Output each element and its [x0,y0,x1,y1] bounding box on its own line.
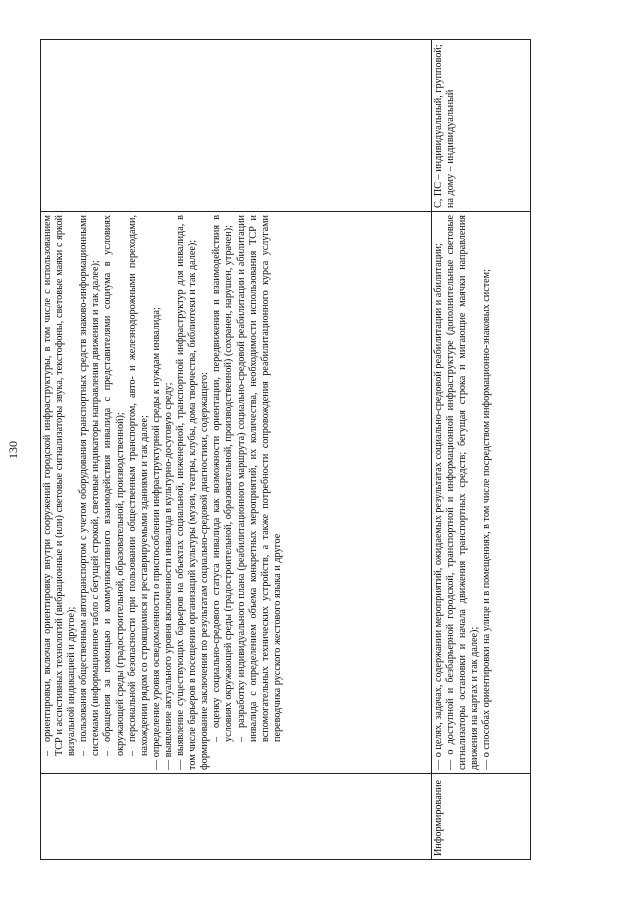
dash-marker: – [102,750,114,756]
content-cell [432,212,531,774]
section-cell: Информирование [432,774,531,860]
list-item [211,215,235,770]
list-item: — о доступной и безбарьерной городской, транспортной и информационной инфраструктуре (дополнительные световые сигнализаторы остановки и начала движения транспортных средств; бегущая строка и мигающие маячки направления движения на картах и так далее); [445,215,481,770]
list-item [236,215,284,770]
list-item [42,215,78,770]
list-item [102,215,126,770]
list-item-text: пользования общественным автотранспортом с учетом оборудования транспортных средств знаково-информационными системами (информационное табло с бегущей строкой, световые индикаторы направления движения и так далее); [78,215,102,756]
list-item: — выявление актуального уровня включенности инвалида в культурно-досуговую среду; [162,382,174,770]
forms-cell: С, ПС – индивидуальный, групповой; на дому – индивидуальный [432,40,531,212]
list-item-text: оценку социально-средового статуса инвалида как возможности ориентации, передвижения и взаимодействия в условиях окружающей среды (градостроительной, образовательной, производственной) (сохранен, нарушен, утрачен); [211,215,235,742]
dash-marker: – [235,736,247,742]
list-item: — о целях, задачах, содержании мероприятий, ожидаемых результатах социально-средовой реабилитации и абилитации; [433,243,444,770]
list-b [151,215,211,770]
list-item: — выявление существующих барьеров на объектах социальной, инженерной, транспортной инфраструктур для инвалида, в том числе барьеров в посещении организаций культуры (музеи, театры, клубы, дома творчества, библиотеки и так далее); [175,215,199,770]
services-table [40,39,531,860]
list-item-text: персональной безопасности при пользовании общественным транспортом, авто- и железнодорожными переходами, нахождении рядом со строящимися и реставрируемыми зданиями и так далее; [126,215,150,756]
list-c [211,215,284,770]
forms-cell [41,40,432,212]
list-item: — определение уровня осведомленности о приспособлении инфраструктурной среды к нуждам инвалида; [150,307,162,770]
list-item [127,215,151,770]
content-cell [41,212,432,774]
list-item-text: ориентировки, включая ориентировку внутри сооружений городской инфраструктуры, в том числе с использованием ТСР и ассистивных технологий (вибрационные и (или) световые сигнализаторы звука, текстофоны, световые маяки с яркой визуальной индикацией и другое); [42,215,78,756]
table-row [432,40,531,860]
table-row [41,40,432,860]
dash-marker: – [126,750,138,756]
list-informing [433,215,493,770]
section-cell [41,774,432,860]
list-item: — о способах ориентировки на улице и в помещениях, в том числе посредством информационно-знаковых систем; [481,269,493,770]
list-item-text: разработку индивидуального плана (реабилитационного маршрута) социально-средовой реабилитации и абилитации инвалида с определением объема конкретных мероприятий, их количества, необходимости использования ТСР и вспомогательных технических устройств, а также потребности сопровождения реабилитационного курса услугами переводчика русского жестового языка и другое [235,215,283,742]
list-item: формирование заключения по результатам социально-средовой диагностики, содержащего: [199,372,211,770]
list-item-text: обращения за помощью и коммуникативного взаимодействия инвалида с представителями социума в условиях окружающей среды (градостроительной, образовательной, производственной); [102,215,126,756]
page-number: 130 [6,441,20,459]
dash-marker: – [42,750,53,756]
list-a [42,215,151,770]
rotated-page [6,40,580,860]
dash-marker: – [78,750,90,756]
list-item [78,215,102,770]
dash-marker: – [211,736,223,742]
